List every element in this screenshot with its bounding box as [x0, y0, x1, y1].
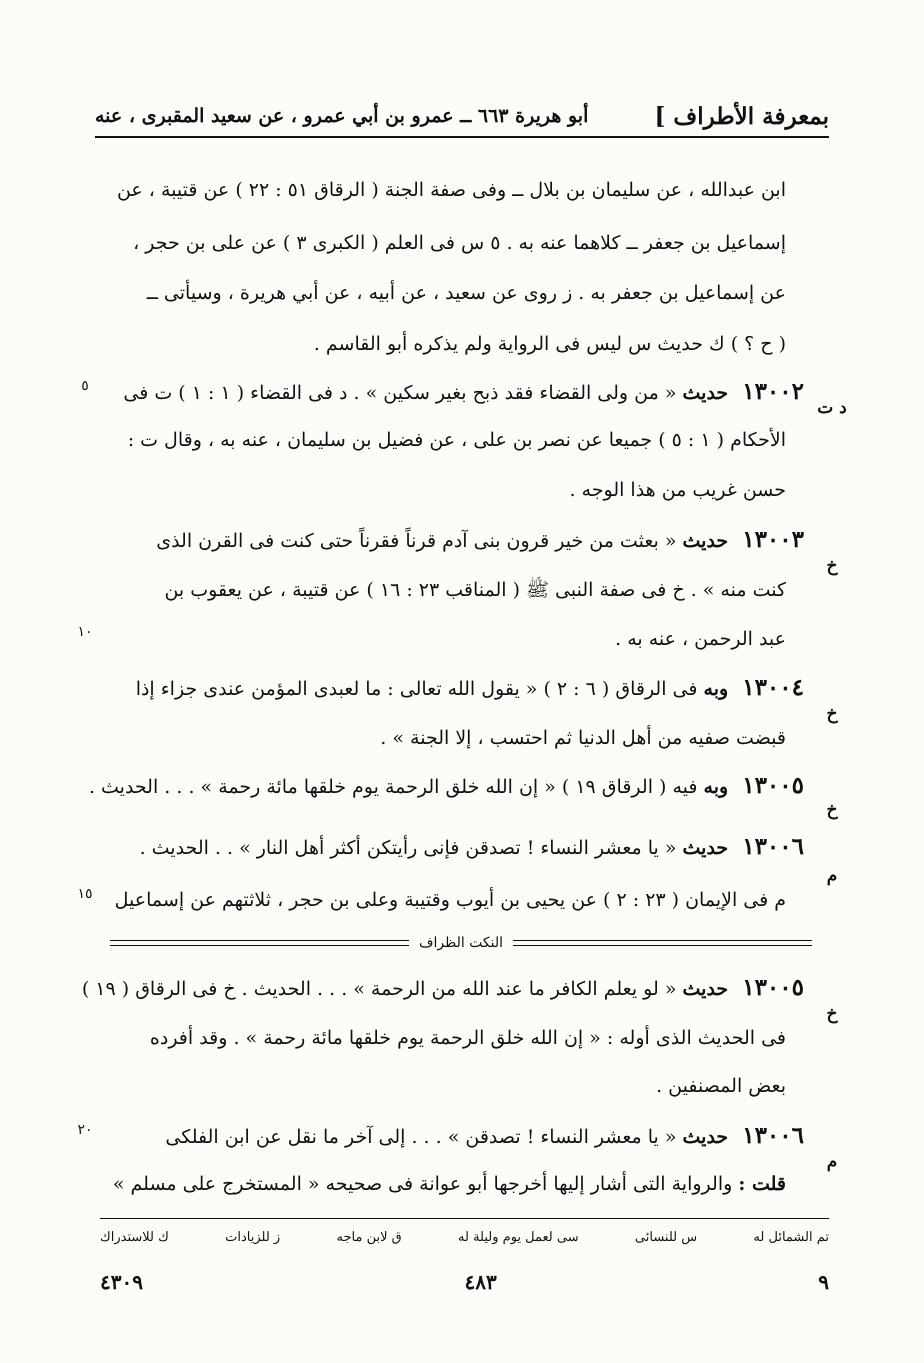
abbrev-item: سى لعمل يوم وليلة له: [458, 1229, 579, 1245]
hadith-keyword: وبه: [703, 776, 729, 798]
abbrev-item: س للنسائى: [634, 1229, 698, 1245]
text-line: عن إسماعيل بن جعفر به . ز روى عن سعيد ، عن أبيه ، عن أبي هريرة ، وسيأتى ــ: [146, 282, 786, 304]
line-number-15: ١٥: [77, 886, 93, 902]
note-text: والرواية التى أشار إليها أخرجها أبو عوانة فى صحيحه « المستخرج على مسلم »: [112, 1173, 733, 1195]
text-line: قبضت صفيه من أهل الدنيا ثم احتسب ، إلا الجنة » .: [380, 727, 786, 749]
text-line: كنت منه » . خ فى صفة النبى ﷺ ( المناقب ٢٣ : ١٦ ) عن قتيبة ، عن يعقوب بن: [164, 579, 786, 601]
hadith-number: ١٣٠٠٤: [742, 674, 804, 701]
divider-label: النكت الظراف: [418, 935, 504, 951]
hadith-text: فى الرقاق ( ٦ : ٢ ) « يقول الله تعالى : ما لعبدى المؤمن عندى جزاء إذا: [135, 678, 698, 700]
hadith-number: ١٣٠٠٢: [742, 378, 804, 405]
margin-siglum: م: [826, 1152, 838, 1172]
hadith-entry-13002: [100, 370, 804, 414]
hadith-text: « بعثت من خير قرون بنى آدم قرناً فقرناً حتى كنت فى القرن الذى: [156, 530, 677, 552]
text-line: الأحكام ( ١ : ٥ ) جميعا عن نصر بن على ، عن فضيل بن سليمان ، عنه به ، وقال ت :: [127, 429, 786, 451]
hadith-number: ١٣٠٠٣: [742, 526, 804, 553]
note-text: « يا معشر النساء ! تصدقن » . . . إلى آخر ما نقل عن ابن الفلكى: [165, 1126, 677, 1148]
cumulative-page-number: ٤٣٠٩: [100, 1270, 143, 1294]
text-line: إسماعيل بن جعفر ــ كلاهما عنه به . ٥ س فى العلم ( الكبرى ٣ ) عن على بن حجر ،: [133, 232, 786, 254]
note-entry-13006: [100, 1114, 804, 1158]
margin-siglum: خ: [826, 556, 838, 576]
header-chain-title: أبو هريرة ٦٦٣ ــ عمرو بن أبي عمرو ، عن سعيد المقبرى ، عنه: [95, 105, 589, 127]
text-line: ( ح ؟ ) ك حديث س ليس فى الرواية ولم يذكره أبو القاسم .: [313, 333, 786, 355]
page-number: ٤٨٣: [464, 1270, 497, 1294]
margin-siglum: خ: [826, 1004, 838, 1024]
text-line: م فى الإيمان ( ٢٣ : ٢ ) عن يحيى بن أيوب وقتيبة وعلى بن حجر ، ثلاثتهم عن إسماعيل: [114, 889, 786, 911]
abbrev-item: ك للاستدراك: [100, 1229, 169, 1245]
hadith-entry-13006: [100, 825, 804, 869]
page-number-bar: [100, 1264, 829, 1300]
header-section-title: بمعرفة الأطراف ]: [654, 102, 829, 130]
hadith-keyword: حديث: [682, 382, 729, 404]
text-line: عبد الرحمن ، عنه به .: [615, 628, 786, 650]
text-line: فى الحديث الذى أوله : « إن الله خلق الرحمة يوم خلقها مائة رحمة » . وقد أفرده: [149, 1027, 786, 1049]
note-keyword: قلت :: [738, 1173, 786, 1195]
hadith-text: « يا معشر النساء ! تصدقن فإنى رأيتكن أكثر أهل النار » . . الحديث .: [139, 837, 677, 859]
hadith-keyword: وبه: [703, 678, 729, 700]
hadith-text: فيه ( الرقاق ١٩ ) « إن الله خلق الرحمة يوم خلقها مائة رحمة » . . . الحديث .: [88, 776, 698, 798]
hadith-text: « من ولى القضاء فقد ذبح بغير سكين » . د فى القضاء ( ١ : ١ ) ت فى: [123, 382, 677, 404]
note-number: ١٣٠٠٥: [742, 974, 804, 1001]
hadith-number: ١٣٠٠٥: [742, 772, 804, 799]
line-number-20: ٢٠: [77, 1122, 93, 1138]
note-number: ١٣٠٠٦: [742, 1122, 804, 1149]
hadith-entry-13003: [100, 518, 804, 562]
abbrev-item: تم الشمائل له: [753, 1229, 829, 1245]
running-header: [95, 96, 829, 138]
line-number-10: ١٠: [77, 624, 93, 640]
text-line: حسن غريب من هذا الوجه .: [569, 479, 786, 501]
hadith-entry-13005: [88, 764, 804, 808]
hadith-entry-13004: [100, 666, 804, 710]
hadith-number: ١٣٠٠٦: [742, 833, 804, 860]
margin-siglum: خ: [826, 704, 838, 724]
divider-rule: [513, 940, 812, 946]
abbrev-item: ز للزيادات: [225, 1229, 281, 1245]
margin-siglum: د ت: [817, 398, 847, 418]
text-line: ابن عبدالله ، عن سليمان بن بلال ــ وفى صفة الجنة ( الرقاق ٥١ : ٢٢ ) عن قتيبة ، عن: [116, 179, 786, 201]
note-keyword: حديث: [682, 1126, 729, 1148]
note-entry-13005: [81, 966, 804, 1010]
note-keyword: حديث: [682, 978, 729, 1000]
divider-rule: [110, 940, 409, 946]
note-entry-qultu: [100, 1162, 786, 1206]
text-line: بعض المصنفين .: [656, 1075, 786, 1097]
volume-number: ٩: [818, 1270, 829, 1294]
margin-siglum: خ: [826, 800, 838, 820]
margin-siglum: م: [826, 866, 838, 886]
hadith-keyword: حديث: [682, 530, 729, 552]
line-number-5: ٥: [81, 378, 89, 394]
hadith-keyword: حديث: [682, 837, 729, 859]
abbreviation-footnote: [100, 1218, 829, 1255]
abbrev-item: ق لابن ماجه: [336, 1229, 402, 1245]
section-divider: [110, 932, 812, 954]
note-text: « لو يعلم الكافر ما عند الله من الرحمة » . . . الحديث . خ فى الرقاق ( ١٩ ): [81, 978, 677, 1000]
